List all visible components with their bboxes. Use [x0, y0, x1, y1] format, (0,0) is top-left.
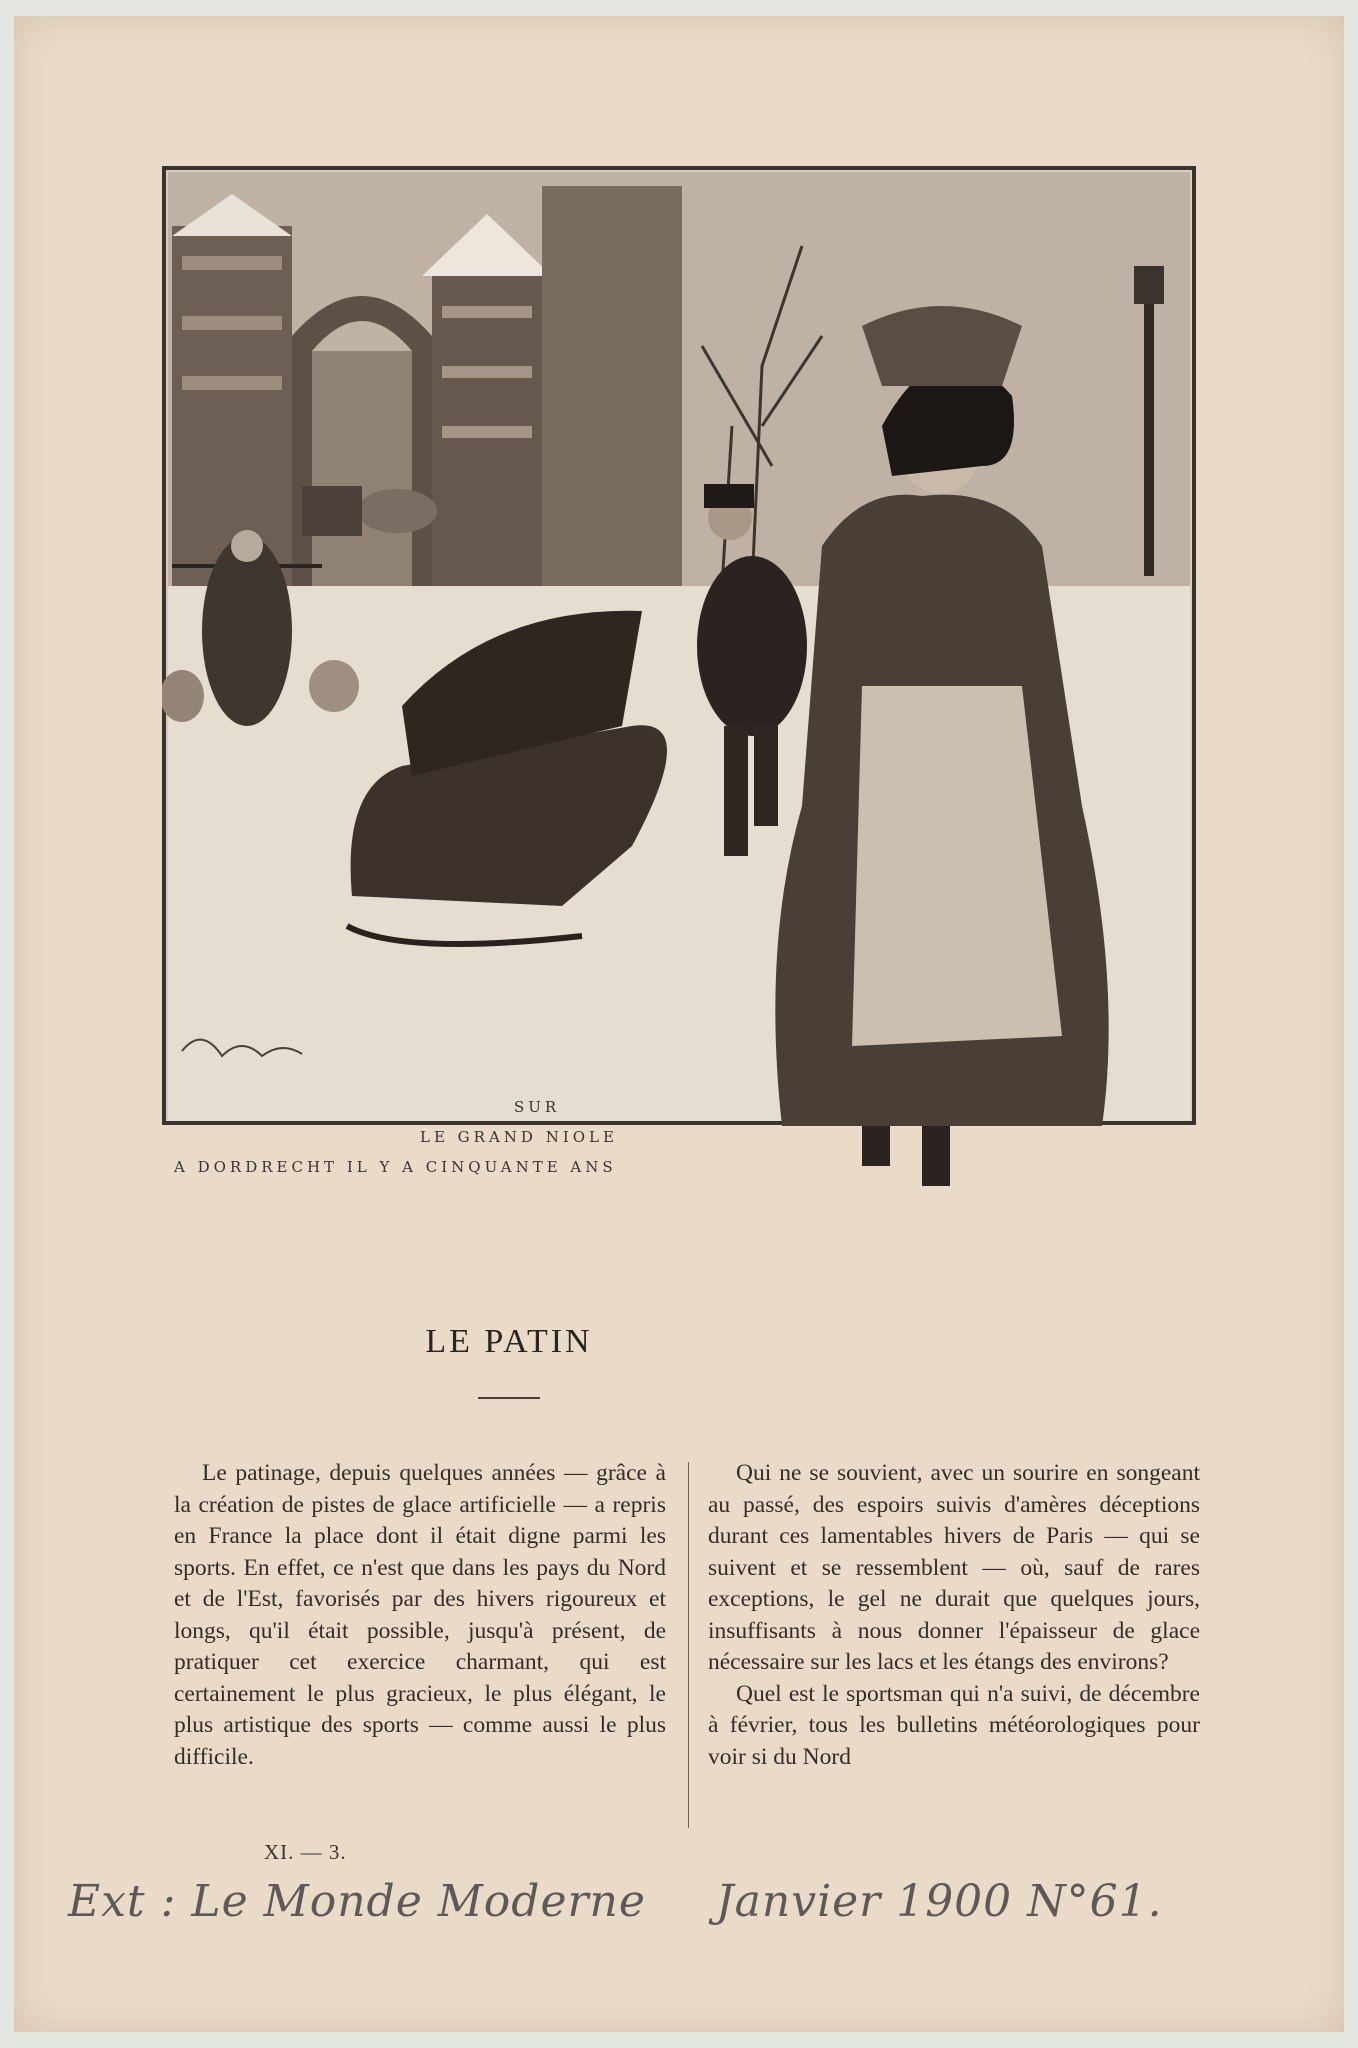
illustration-plate	[162, 166, 1196, 1362]
column-divider	[688, 1462, 689, 1828]
right-column	[708, 1458, 1200, 1773]
handwritten-source: Ext : Le Monde Moderne	[68, 1876, 646, 1927]
skating-illustration	[162, 166, 1196, 1362]
left-paragraph: Le patinage, depuis quelques années — grâce à la création de pistes de glace artificielle — a repris en France la place dont il était digne parmi les sports. En effet, ce n'est que dans les pays du Nord et de l'Est, favorisés par des hivers rigoureux et longs, qu'il était possible, jusqu'à présent, de pratiquer cet exercice charmant, qui est certainement le plus gracieux, le plus élégant, le plus artistique des sports — comme aussi le plus difficile.	[174, 1460, 666, 1770]
left-column	[174, 1458, 666, 1773]
title-rule	[478, 1397, 540, 1399]
right-paragraph-1: Qui ne se souvient, avec un sourire en songeant au passé, des espoirs suivis d'amères déceptions durant ces lamentables hivers de Paris — qui se suivent et se ressemblent — où, sauf de rares exceptions, le gel ne durait que quelques jours, insuffisants à nous donner l'épaisseur de glace nécessaire sur les lacs et les étangs des environs?	[708, 1460, 1200, 1675]
article-title: LE PATIN	[425, 1323, 593, 1360]
handwritten-date: Janvier 1900 N°61.	[716, 1876, 1163, 1927]
caption-line-1: SUR	[514, 1098, 561, 1116]
page-signature: XI. — 3.	[264, 1840, 347, 1864]
right-paragraph-2: Quel est le sportsman qui n'a suivi, de décembre à février, tous les bulletins météorologiques pour voir si du Nord	[708, 1680, 1200, 1770]
page-sheet	[14, 16, 1344, 2032]
caption-line-2: LE GRAND NIOLE	[420, 1128, 618, 1146]
illustration-caption	[162, 1092, 682, 1182]
caption-line-3: A DORDRECHT IL Y A CINQUANTE ANS	[174, 1158, 617, 1176]
